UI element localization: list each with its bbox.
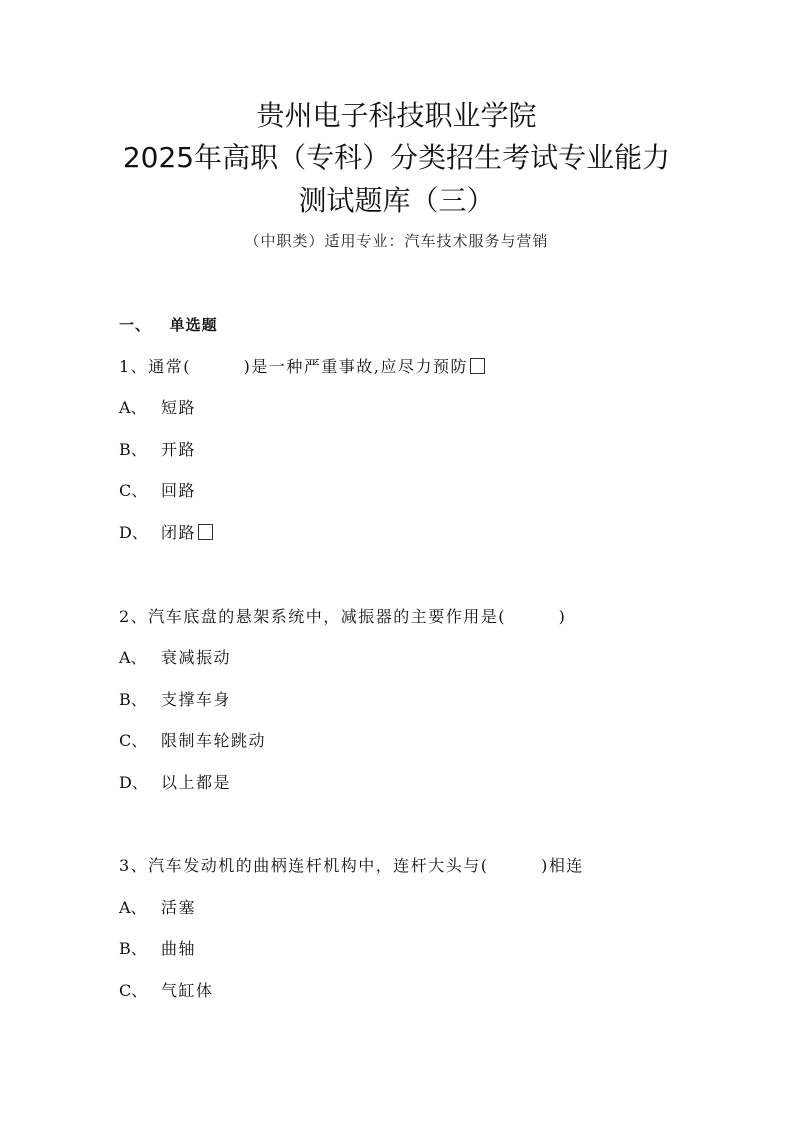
option-letter: C、	[119, 481, 148, 500]
page-title-institution: 贵州电子科技职业学院	[256, 99, 537, 132]
option-text: 支撑车身	[161, 690, 232, 709]
option-letter: A、	[119, 398, 147, 417]
option-text: 开路	[161, 440, 197, 459]
option-text: 回路	[161, 481, 197, 500]
option-letter: D、	[119, 523, 148, 542]
question-2-option-c	[119, 730, 266, 752]
question-1-option-d	[119, 522, 213, 544]
page-subtitle: （中职类）适用专业：汽车技术服务与营销	[244, 232, 549, 250]
question-1	[119, 356, 485, 378]
question-3-option-a	[119, 897, 196, 919]
question-number: 3、	[119, 856, 149, 875]
question-text: 汽车底盘的悬架系统中，减振器的主要作用是( )	[148, 607, 567, 626]
option-text: 衰减振动	[161, 648, 232, 667]
question-2-option-b	[119, 689, 231, 711]
option-letter: B、	[119, 939, 147, 958]
question-text: 汽车发动机的曲柄连杆机构中，连杆大头与( )相连	[148, 856, 584, 875]
question-1-option-c	[119, 480, 196, 502]
option-letter: A、	[119, 648, 147, 667]
page-title-bank: 测试题库（三）	[298, 184, 495, 217]
option-letter: B、	[119, 690, 147, 709]
option-text: 活塞	[161, 898, 197, 917]
question-1-option-b	[119, 439, 196, 461]
option-text: 以上都是	[161, 773, 232, 792]
missing-glyph-box-icon	[470, 358, 485, 374]
question-number: 1、	[119, 357, 149, 376]
option-letter: C、	[119, 731, 148, 750]
option-text: 短路	[161, 398, 197, 417]
option-text: 气缸体	[161, 981, 214, 1000]
option-text: 闭路	[161, 523, 197, 542]
question-2-option-a	[119, 647, 231, 669]
option-text: 限制车轮跳动	[161, 731, 267, 750]
question-3	[119, 855, 584, 877]
question-text: 通常( )是一种严重事故,应尽力预防	[148, 357, 468, 376]
question-3-option-c	[119, 980, 214, 1002]
section-heading: 一、 单选题	[119, 316, 218, 334]
option-letter: A、	[119, 898, 147, 917]
missing-glyph-box-icon	[198, 524, 213, 540]
option-letter: B、	[119, 440, 147, 459]
question-1-option-a	[119, 397, 196, 419]
question-3-option-b	[119, 938, 196, 960]
option-text: 曲轴	[161, 939, 197, 958]
page-title-exam: 2025年高职（专科）分类招生考试专业能力	[122, 141, 671, 174]
question-number: 2、	[119, 607, 149, 626]
option-letter: C、	[119, 981, 148, 1000]
question-2-option-d	[119, 772, 231, 794]
question-2	[119, 606, 566, 628]
option-letter: D、	[119, 773, 148, 792]
